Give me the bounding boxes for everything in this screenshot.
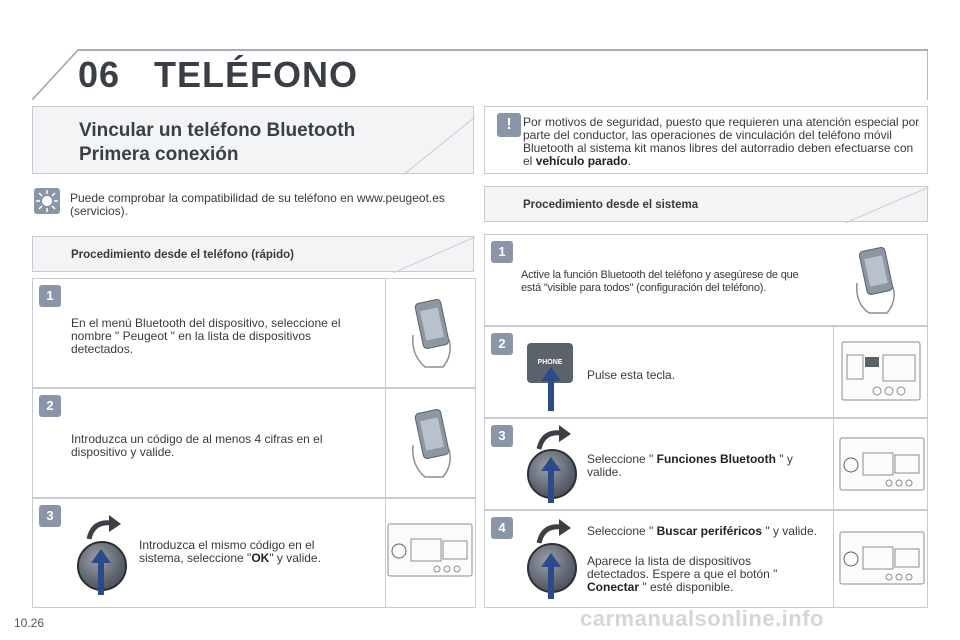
step-text: En el menú Bluetooth del dispositivo, seleccione el nombre " Peugeot " en la lista de dispositivos detectados. xyxy=(71,316,341,356)
tip-panel xyxy=(32,186,474,226)
system-step-4 xyxy=(484,510,928,608)
smartphone-hand-icon xyxy=(403,405,463,485)
watermark-footer: carmanualsonline.info xyxy=(580,606,824,631)
rotate-arrow-icon xyxy=(85,515,123,541)
press-arrow-icon xyxy=(541,553,561,599)
panel-corner-decoration xyxy=(845,187,929,223)
rotate-arrow-icon xyxy=(535,519,573,545)
smartphone-hand-icon xyxy=(403,295,463,375)
step-text: Active la función Bluetooth del teléfono y asegúrese de que está "visible para todos" (configuración del teléfono). xyxy=(521,269,799,294)
step-text: Pulse esta tecla. xyxy=(587,368,676,382)
warning-text: Por motivos de seguridad, puesto que requieren una atención especial por parte del conductor, las operaciones de vinculación del teléfono móvil Bluetooth al sistema kit manos libres del autorradio deben efectuarse con el vehículo parado. xyxy=(523,115,920,168)
step-number-badge: 1 xyxy=(39,285,61,307)
step-number-badge: 1 xyxy=(491,241,513,263)
phone-procedure-heading-panel xyxy=(32,236,474,272)
step-number-badge: 2 xyxy=(39,395,61,417)
radio-unit-icon xyxy=(839,437,925,491)
radio-unit-icon xyxy=(839,531,925,585)
system-procedure-heading: Procedimiento desde el sistema xyxy=(523,199,699,211)
warning-panel xyxy=(484,106,928,174)
system-step-1 xyxy=(484,234,928,326)
step-number-badge: 3 xyxy=(39,505,61,527)
system-procedure-heading-panel xyxy=(484,186,928,222)
warning-icon: ! xyxy=(497,113,521,137)
step-number-badge: 2 xyxy=(491,333,513,355)
intro-panel xyxy=(32,106,474,174)
tip-sun-icon xyxy=(34,188,60,214)
chapter-title: TELÉFONO xyxy=(154,54,358,95)
phone-step-3 xyxy=(32,498,476,608)
phone-procedure-heading: Procedimiento desde el teléfono (rápido) xyxy=(71,249,295,261)
section-title-line2: Primera conexión xyxy=(79,144,239,165)
section-title-line1: Vincular un teléfono Bluetooth xyxy=(79,120,356,141)
press-arrow-icon xyxy=(541,457,561,503)
step-number-badge: 3 xyxy=(491,425,513,447)
press-arrow-icon xyxy=(541,367,561,411)
phone-button-icon: PHONE xyxy=(527,343,573,383)
step-text: Seleccione " Buscar periféricos " y valide. xyxy=(587,524,817,538)
chapter-number: 06 xyxy=(78,54,121,95)
phone-step-2 xyxy=(32,388,476,498)
panel-corner-decoration xyxy=(393,237,475,273)
smartphone-hand-icon xyxy=(849,245,909,319)
step-text: Introduzca un código de al menos 4 cifras en el dispositivo y valide. xyxy=(71,432,323,459)
radio-unit-icon xyxy=(841,341,921,401)
step-text-secondary: Aparece la lista de dispositivos detectados. Espere a que el botón " Conectar " esté disponible. xyxy=(587,554,778,594)
radio-unit-icon xyxy=(387,523,473,577)
page-number: 10.26 xyxy=(14,616,45,630)
step-text: Seleccione " Funciones Bluetooth " y valide. xyxy=(587,452,793,479)
panel-corner-decoration xyxy=(403,117,475,175)
press-arrow-icon xyxy=(91,549,111,595)
step-number-badge: 4 xyxy=(491,517,513,539)
phone-step-1 xyxy=(32,278,476,388)
system-step-2 xyxy=(484,326,928,418)
system-step-3 xyxy=(484,418,928,510)
step-text: Introduzca el mismo código en el sistema, seleccione "OK" y valide. xyxy=(139,538,321,565)
rotate-arrow-icon xyxy=(535,425,573,451)
tip-text: Puede comprobar la compatibilidad de su teléfono en www.peugeot.es (servicios). xyxy=(70,191,445,218)
